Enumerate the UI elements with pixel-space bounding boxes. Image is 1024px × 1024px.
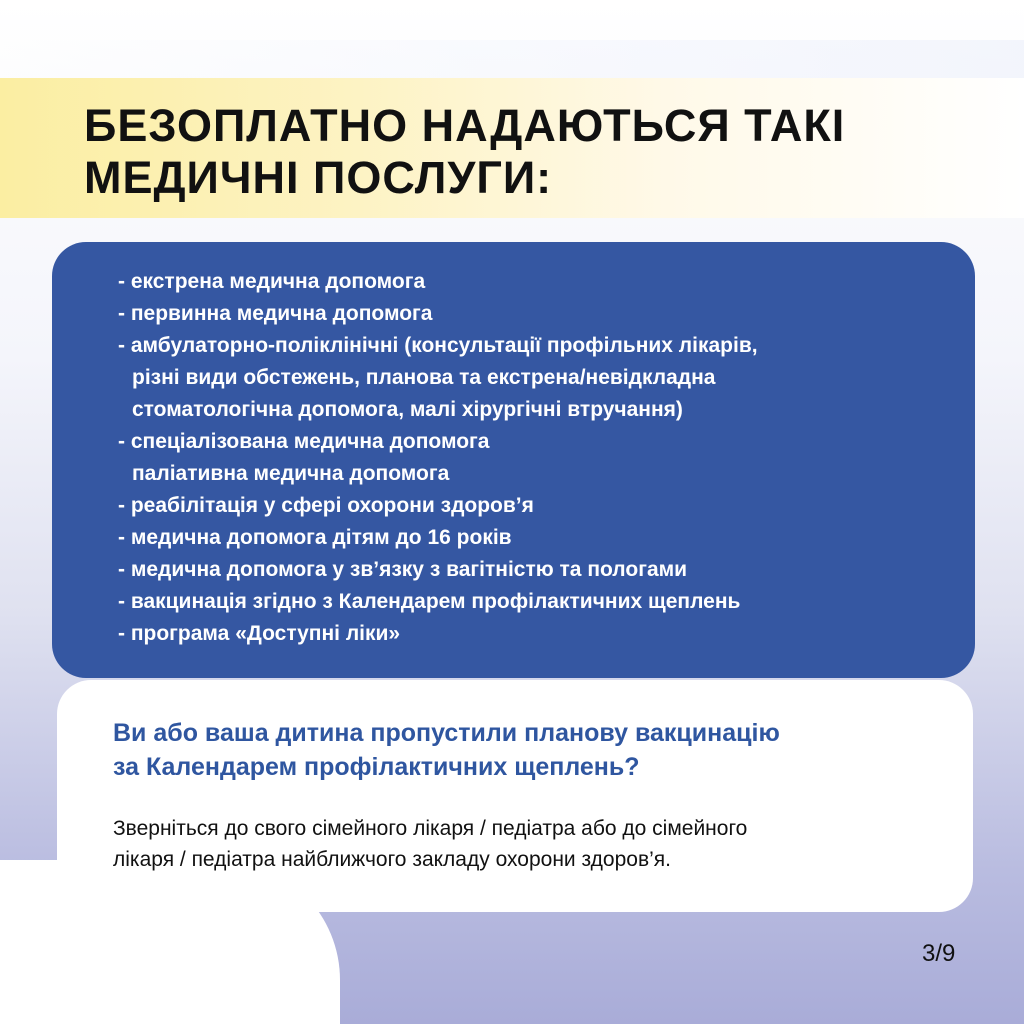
list-item: - амбулаторно-поліклінічні (консультації профільних лікарів, [118,334,758,357]
list-item: - медична допомога дітям до 16 років [118,526,512,549]
question-line-1: Ви або ваша дитина пропустили планову вакцинацію [113,719,780,747]
list-item: - первинна медична допомога [118,302,433,325]
info-card [57,680,973,912]
question-line-2: за Календарем профілактичних щеплень? [113,753,640,781]
list-item: - програма «Доступні ліки» [118,622,401,645]
top-decoration [0,40,1024,80]
list-item: - реабілітація у сфері охорони здоров’я [118,494,534,517]
page-title-line-1: БЕЗОПЛАТНО НАДАЮТЬСЯ ТАКІ [84,100,846,151]
answer-line-2: лікаря / педіатра найближчого закладу охорони здоров’я. [113,848,671,871]
services-list [118,266,958,650]
answer-line-1: Зверніться до свого сімейного лікаря / педіатра або до сімейного [113,817,748,840]
list-item: - екстрена медична допомога [118,270,426,293]
page-title [84,100,984,204]
list-item-continuation: паліативна медична допомога [132,462,450,485]
services-card [52,242,975,678]
list-item-continuation: стоматологічна допомога, малі хірургічні втручання) [132,398,683,421]
vaccination-answer [113,813,953,875]
page-number: 3/9 [922,940,956,967]
page-title-line-2: МЕДИЧНІ ПОСЛУГИ: [84,152,553,203]
list-item-continuation: різні види обстежень, планова та екстрена/невідкладна [132,366,716,389]
vaccination-question [113,716,953,784]
list-item: - спеціалізована медична допомога [118,430,490,453]
list-item: - вакцинація згідно з Календарем профілактичних щеплень [118,590,741,613]
list-item: - медична допомога у зв’язку з вагітністю та пологами [118,558,688,581]
